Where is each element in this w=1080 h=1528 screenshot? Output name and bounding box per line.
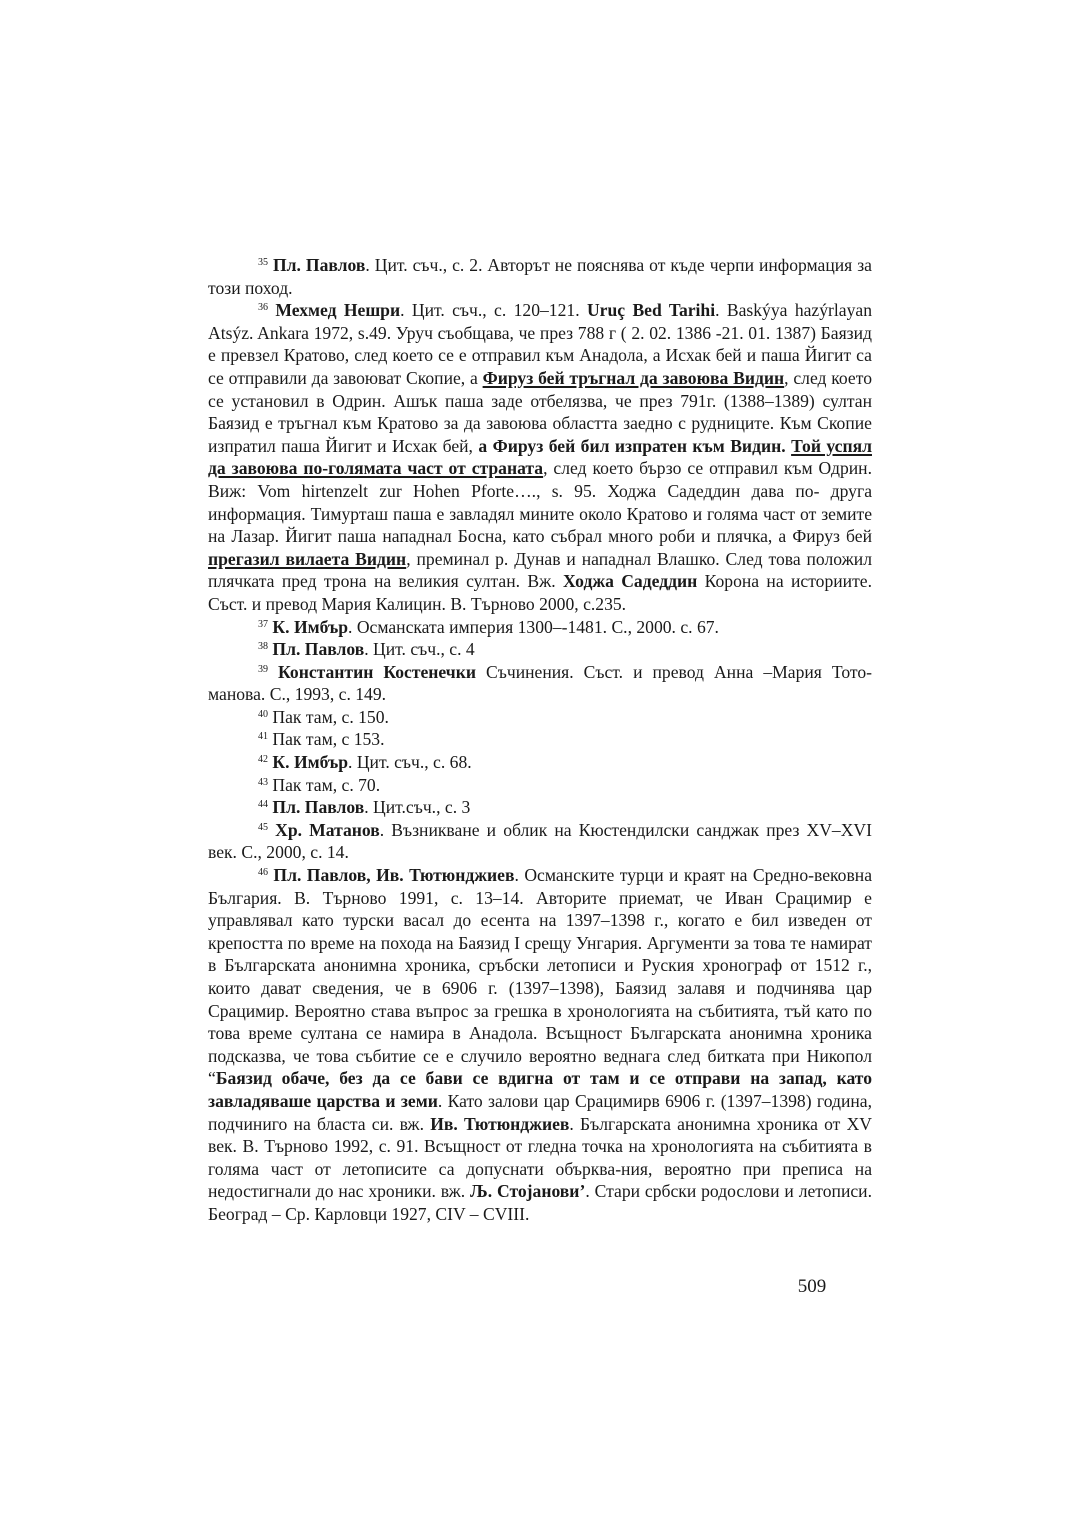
footnote-author: Пл. Павлов, Ив. Тютюнджиев xyxy=(273,865,515,886)
footnote-underlined-text: Той успял да завоюва по-голямата част от страната xyxy=(208,435,872,479)
footnote-number: 38 xyxy=(258,641,268,653)
footnote-text: . Османската империя 1300–-1481. С., 2000. с. 67. xyxy=(348,616,719,637)
footnote-text: . Като залови цар Срацимирв 6906 г. (1397–1398) година, подчиниго на бласта си. вж. xyxy=(208,1090,872,1134)
footnote-author: К. Имбър xyxy=(272,616,349,637)
footnote-number: 36 xyxy=(258,302,268,314)
footnote-underlined-text: прегазил вилаета Видин xyxy=(208,548,407,569)
footnote-author: Пл. Павлов xyxy=(272,797,365,818)
footnote-text: , след което се установил в Одрин. Ашък паша заде отбелязва, че през 791г. (1388–1389) султан Баязид е тръгнал към Кратово за да завоюва областта заедно с рудниците. Към Скопие изпратил паша Йигит и Исхак бей, xyxy=(208,367,872,456)
footnote-text: . Цит.съч., с. 3 xyxy=(364,797,471,818)
footnote-40 xyxy=(208,706,872,729)
footnote-bold-text: а Фируз бей бил изпратен към Видин. xyxy=(478,435,792,456)
footnote-text: , след което бързо се отправил към Одрин. Виж: Vom hirtenzelt zur Hohen Pforte…., s. 95. Ходжа Садеддин дава по- друга информация. Тимурташ паша е завладял мините около Кратово и голяма част от земите на Лазар. Йигит паша нападнал Босна, като събрал много роби и плячка, а Фируз бей xyxy=(208,458,872,547)
footnote-text: Пак там, с 153. xyxy=(272,729,385,750)
footnote-43 xyxy=(208,774,872,797)
footnote-number: 46 xyxy=(258,867,268,879)
footnote-number: 42 xyxy=(258,754,268,766)
footnote-46 xyxy=(208,864,872,1226)
footnote-bold-text: Баязид обаче, без да се бави се вдигна от там и се отправи на запад, като завладяваше царства и земи xyxy=(208,1068,872,1111)
footnote-author: Константин Костенечки xyxy=(278,661,476,682)
footnote-text: Пак там, с. 150. xyxy=(272,706,389,727)
footnote-bold-text: Ходжа Садеддин xyxy=(562,571,698,592)
footnote-38 xyxy=(208,638,872,661)
footnote-37 xyxy=(208,616,872,639)
footnote-text: Корона на историите. Съст. и превод Мария Калицин. В. Търново 2000, с.235. xyxy=(208,571,872,614)
footnote-text: . Възникване и облик на Кюстендилски санджак през XV–XVI век. С., 2000, с. 14. xyxy=(208,819,872,863)
footnote-36 xyxy=(208,299,872,615)
footnote-author: Хр. Матанов xyxy=(275,819,380,840)
footnote-author: Пл. Павлов xyxy=(272,255,366,275)
footnote-author: Пл. Павлов xyxy=(272,639,365,660)
footnote-author: К. Имбър xyxy=(272,752,349,773)
footnote-text: . Цит. съч., с. 2. Авторът не пояснява от къде черпи информация за този поход. xyxy=(208,255,872,298)
footnote-number: 44 xyxy=(258,799,268,811)
footnote-text: . Baskýya hazýrlayan Atsýz. Ankara 1972, s.49. Уруч съобщава, че през 788 г ( 2. 02. 1386 -21. 01. 1387) Баязид е превзел Кратово, след което се е отправил към Анадола, а Исхак бей и паша Йигит са се отправили да завоюват Скопие, а xyxy=(208,300,872,388)
footnote-text: . Цит. съч., с. 68. xyxy=(348,752,472,773)
footnote-text: . Българската анонимна хроника от XV век. В. Търново 1992, с. 91. Всъщност от гледна точка на хронологията на събитията в голяма част от летописите са допуснати обърква-ния, вероятно при преписа на недостигнали до нас хроники. вж. xyxy=(208,1113,872,1202)
footnote-45 xyxy=(208,819,872,864)
footnote-text: , преминал р. Дунав и нападнал Влашко. След това положил плячката пред трона на великия султан. Вж. xyxy=(208,548,872,592)
footnote-42 xyxy=(208,751,872,774)
footnote-number: 39 xyxy=(258,663,268,675)
footnote-number: 35 xyxy=(258,257,268,268)
footnote-text: . Османските турци и краят на Средно-вековна България. В. Търново 1991, с. 13–14. Авторите приемат, че Иван Срацимир е управлявал като турски васал до есента на 1397–1398 г., когато е бил изведен от крепостта по време на похода на Баязид I срещу Унгария. Аргументи за това те намират в Българската анонимна хроника, сръбски летописи и Руския хронограф от 1512 г., които дават сведения, че в 6906 г. (1397–1398), Баязид залавя и подчинява цар Срацимир. Вероятно става въпрос за грешка в хронологията на събитията, тъй като по това време султана се намира в Анадола. Всъщност Българската анонимна хроника подсказва, че това събитие се е случило вероятно веднага след битката при Никопол “ xyxy=(208,865,872,1089)
footnote-underlined-text: Фируз бей тръгнал да завоюва Видин xyxy=(482,367,785,388)
footnote-text: Съчинения. Съст. и превод Анна –Мария Тото-манова. С., 1993, с. 149. xyxy=(208,661,872,705)
footnote-44 xyxy=(208,796,872,819)
footnote-41 xyxy=(208,728,872,751)
footnote-number: 45 xyxy=(258,821,268,833)
footnote-number: 41 xyxy=(258,731,268,743)
footnote-bold-text: Љ. Стојанови’ xyxy=(470,1181,586,1202)
footnote-bold-text: Ив. Тютюнджиев xyxy=(430,1113,570,1134)
footnote-39 xyxy=(208,661,872,706)
footnote-text: Пак там, с. 70. xyxy=(272,774,381,795)
footnote-text: . Стари србски родослови и летописи. Београд – Ср. Карловци 1927, CIV – CVIII. xyxy=(208,1181,872,1224)
footnote-35 xyxy=(208,254,872,299)
footnote-text: . Цит. съч., с. 120–121. xyxy=(400,300,587,321)
page-number: 509 xyxy=(797,1276,827,1297)
footnote-text: . Цит. съч., с. 4 xyxy=(364,639,475,660)
footnotes-block xyxy=(208,254,872,1226)
footnote-bold-text: Uruç Bed Tarihi xyxy=(586,300,716,321)
footnote-number: 40 xyxy=(258,708,268,720)
footnote-author: Мехмед Нешри xyxy=(275,300,401,321)
footnote-number: 43 xyxy=(258,776,268,788)
footnote-number: 37 xyxy=(258,618,268,630)
